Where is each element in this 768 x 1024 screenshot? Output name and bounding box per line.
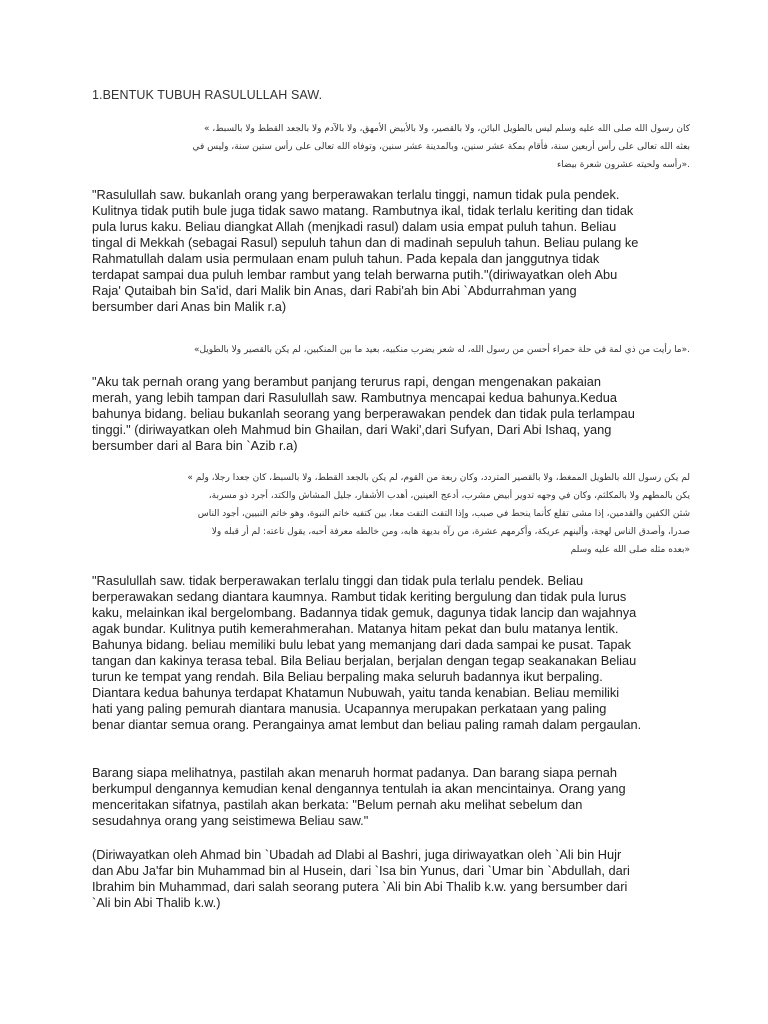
translation-paragraph-1 (92, 187, 692, 315)
text-line: berperawakan sedang diantara kaumnya. Rambut tidak keriting bergulung dan tidak pula lurus (92, 589, 627, 604)
text-line: Diantara kedua bahunya terdapat Khatamun Nubuwah, yaitu tanda kenabian. Beliau memiliki (92, 685, 620, 700)
text-line: tingal di Mekkah (sebagai Rasul) sepuluh tahun dan di madinah sepuluh tahun. Beliau pulang ke (92, 235, 639, 250)
text-line: Rahmatullah dalam usia permulaan enam puluh tahun. Pada kepala dan janggutnya tidak (92, 251, 600, 266)
text-line: kaku, melainkan ikal bergelombang. Badannya tidak gemuk, dagunya tidak lancip dan wajahnya (92, 605, 637, 620)
text-line: "Rasulullah saw. tidak berperawakan terlalu tinggi dan tidak pula terlalu pendek. Beliau (92, 573, 584, 588)
text-line: merah, yang lebih tampan dari Rasulullah saw. Rambutnya mencapai kedua bahunya.Kedua (92, 390, 618, 405)
text-line: dan Abu Ja'far bin Muhammad bin al Husein, dari `Isa bin Yunus, dari `Umar bin `Abdullah, dari (92, 863, 630, 878)
text-line: (Diriwayatkan oleh Ahmad bin `Ubadah ad Dlabi al Bashri, juga diriwayatkan oleh `Ali bin Hujr (92, 847, 622, 862)
text-line: Ibrahim bin Muhammad, dari salah seorang putera `Ali bin Abi Thalib k.w. yang bersumber dari (92, 879, 628, 894)
arabic-line: صدرا، وأصدق الناس لهجة، وألينهم عريكة، وأكرمهم عشرة، من رآه بديهة هابه، ومن خالطه معرفة أحبه، يقول ناعته: لم أر قبله ولا (211, 527, 690, 537)
text-line: pula lurus kaku. Beliau diangkat Allah (menjkadi rasul) dalam usia empat puluh tahun. Beliau (92, 219, 617, 234)
text-line: agak bundar. Kulitnya putih kemerahmerahan. Matanya hitam pekat dan bulu matanya lentik. (92, 621, 619, 636)
text-line: bersumber dari al Bara bin `Azib r.a) (92, 438, 298, 453)
text-line: terdapat sampai dua puluh lembar rambut yang telah berwarna putih."(diriwayatkan oleh Abu (92, 267, 618, 282)
text-line: bersumber dari Anas bin Malik r.a) (92, 299, 287, 314)
translation-paragraph-2 (92, 374, 692, 454)
arabic-line: .«رأسه ولحيته عشرون شعرة بيضاء (556, 160, 690, 170)
arabic-hadith-3 (92, 469, 690, 559)
arabic-line: يكن بالمطهم ولا بالمكلثم، وكان في وجهه تدوير أبيض مشرب، أدعج العينين، أهدب الأشفار، جليل المشاش والكتد، أجرد ذو مسربة، (208, 491, 690, 501)
arabic-line: «بعده مثله صلى الله عليه وسلم (570, 545, 690, 555)
text-line: Barang siapa melihatnya, pastilah akan menaruh hormat padanya. Dan barang siapa pernah (92, 765, 618, 780)
text-line: benar diantar semua orang. Perangainya amat lembut dan beliau paling ramah dalam pergaulan. (92, 717, 642, 732)
text-line: tangan dan kakinya terasa tebal. Bila Beliau berjalan, berjalan dengan tegap seakanakan Beliau (92, 653, 637, 668)
text-line: turun ke tempat yang rendah. Bila Beliau berpaling maka seluruh badannya ikut berpaling. (92, 669, 603, 684)
text-line: Bahunya bidang. beliau memiliki bulu lebat yang memanjang dari dada sampai ke pusat. Tapak (92, 637, 631, 652)
text-line: Kulitnya tidak putih bule juga tidak sawo matang. Rambutnya ikal, tidak terlalu keriting dan tidak (92, 203, 634, 218)
arabic-hadith-1 (92, 120, 690, 174)
text-line: "Rasulullah saw. bukanlah orang yang berperawakan terlalu tinggi, namun tidak pula pendek. (92, 187, 620, 202)
text-line: bahunya bidang. beliau bukanlah seorang yang berperawakan pendek dan tidak pula terlampau (92, 406, 635, 421)
arabic-line: شثن الكفين والقدمين، إذا مشى تقلع كأنما ينحط في صبب، وإذا التفت التفت معا، بين كتفيه خاتم النبوة، وهو خاتم النبيين، أجود الناس (197, 509, 690, 519)
translation-paragraph-3 (92, 573, 692, 733)
text-line: sesudahnya orang yang seistimewa Beliau saw." (92, 813, 369, 828)
text-line: hati yang paling pemurah diantara manusia. Ucapannya merupakan perkataan yang paling (92, 701, 607, 716)
text-line: menceritakan sifatnya, pastilah akan berkata: "Belum pernah aku melihat sebelum dan (92, 797, 583, 812)
section-heading: 1.BENTUK TUBUH RASULULLAH SAW. (92, 88, 323, 102)
text-line: berkumpul dengannya kemudian kenal dengannya tentulah ia akan mencintainya. Orang yang (92, 781, 626, 796)
arabic-line: كان رسول الله صلى الله عليه وسلم ليس بالطويل البائن، ولا بالقصير، ولا بالأبيض الأمهق، ولا بالآدم ولا بالجعد القطط ولا بالسبط، » (203, 124, 690, 134)
translation-paragraph-4 (92, 765, 692, 829)
text-line: Raja' Qutaibah bin Sa'id, dari Malik bin Anas, dari Rabi'ah bin Abi `Abdurrahman yang (92, 283, 577, 298)
text-line: `Ali bin Abi Thalib k.w.) (92, 895, 221, 910)
arabic-line: لم يكن رسول الله بالطويل الممغط، ولا بالقصير المتردد، وكان ربعة من القوم، لم يكن بالجعد القطط، ولا بالسبط، كان جعدا رجلا، ولم » (187, 473, 690, 483)
text-line: tinggi." (diriwayatkan oleh Mahmud bin Ghailan, dari Waki',dari Sufyan, Dari Abi Ishaq, yang (92, 422, 612, 437)
citation-paragraph (92, 847, 692, 911)
text-line: "Aku tak pernah orang yang berambut panjang terurus rapi, dengan mengenakan pakaian (92, 374, 601, 389)
arabic-line: بعثه الله تعالى على رأس أربعين سنة، فأقام بمكة عشر سنين، وبالمدينة عشر سنين، وتوفاه الله تعالى على رأس ستين سنة، وليس في (192, 142, 690, 152)
arabic-line: .«ما رأيت من ذي لمة في حلة حمراء أحسن من رسول الله، له شعر يضرب منكبيه، بعيد ما بين المنكبين، لم يكن بالقصير ولا بالطويل» (193, 345, 690, 355)
arabic-hadith-2 (92, 341, 690, 359)
